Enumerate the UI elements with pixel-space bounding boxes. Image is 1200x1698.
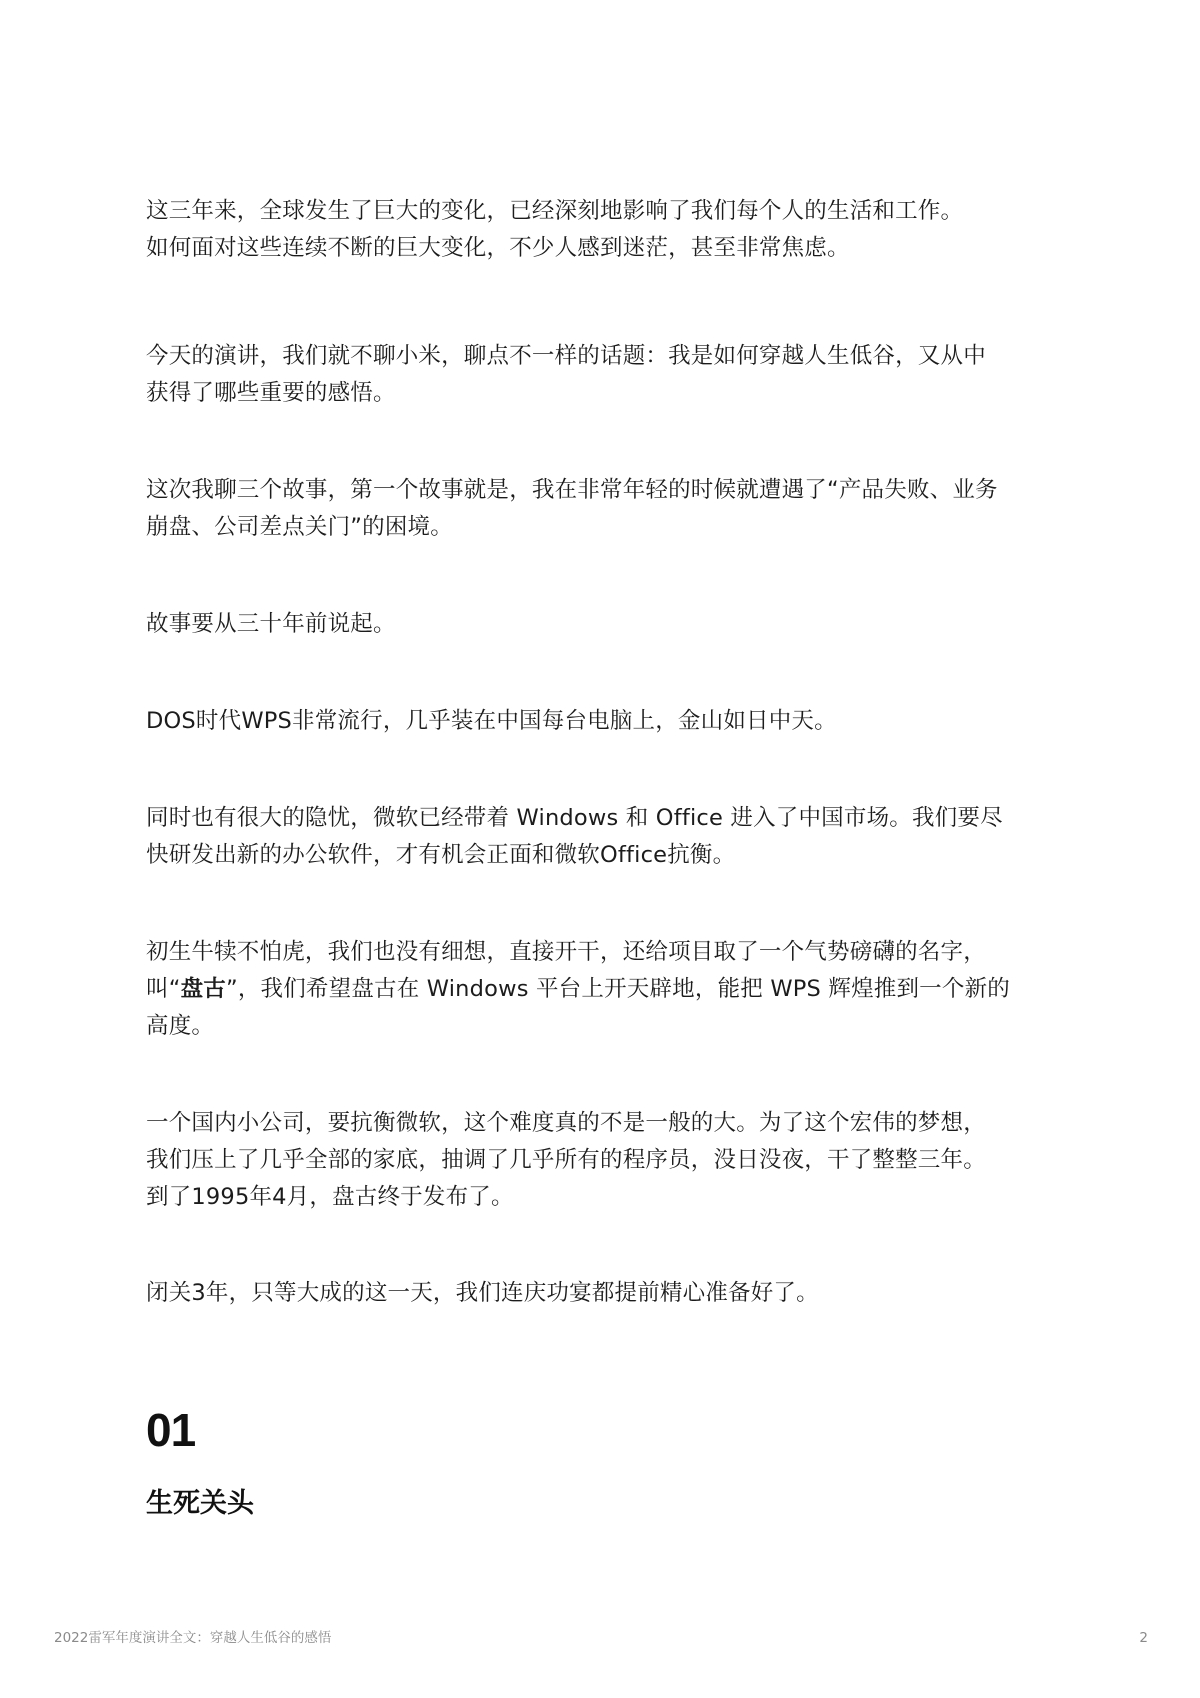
chapter-title: 生死关头 bbox=[146, 1488, 254, 1519]
paragraph-line bbox=[146, 971, 1076, 1008]
paragraph-line: 故事要从三十年前说起。 bbox=[146, 611, 396, 637]
paragraph-4 bbox=[146, 606, 1076, 643]
paragraph-line: 获得了哪些重要的感悟。 bbox=[146, 380, 396, 406]
paragraph-line: 这三年来，全球发生了巨大的变化，已经深刻地影响了我们每个人的生活和工作。 bbox=[146, 198, 964, 224]
paragraph-line: 初生牛犊不怕虎，我们也没有细想，直接开干，还给项目取了一个气势磅礴的名字， bbox=[146, 939, 986, 965]
paragraph-line: 今天的演讲，我们就不聊小米，聊点不一样的话题：我是如何穿越人生低谷，又从中 bbox=[146, 343, 986, 369]
paragraph-line: 同时也有很大的隐忧，微软已经带着 Windows 和 Office 进入了中国市场。我们要尽 bbox=[146, 805, 1003, 831]
paragraph-line: 这次我聊三个故事，第一个故事就是，我在非常年轻的时候就遭遇了“产品失败、业务 bbox=[146, 477, 998, 503]
footer-document-title: 2022雷军年度演讲全文：穿越人生低谷的感悟 bbox=[54, 1630, 332, 1646]
paragraph-line: 如何面对这些连续不断的巨大变化，不少人感到迷茫，甚至非常焦虑。 bbox=[146, 235, 850, 261]
chapter-number: 01 bbox=[146, 1404, 196, 1456]
paragraph-1 bbox=[146, 193, 1076, 267]
paragraph-line: 闭关3年，只等大成的这一天，我们连庆功宴都提前精心准备好了。 bbox=[146, 1280, 819, 1306]
paragraph-line: 到了1995年4月，盘古终于发布了。 bbox=[146, 1184, 514, 1210]
footer-page-number: 2 bbox=[1139, 1630, 1148, 1646]
paragraph-2 bbox=[146, 338, 1076, 412]
quote-open: 叫“ bbox=[146, 976, 181, 1002]
paragraph-5 bbox=[146, 703, 1076, 740]
paragraph-line: 一个国内小公司，要抗衡微软，这个难度真的不是一般的大。为了这个宏伟的梦想， bbox=[146, 1110, 986, 1136]
paragraph-line: 崩盘、公司差点关门”的困境。 bbox=[146, 514, 453, 540]
paragraph-line: 高度。 bbox=[146, 1013, 215, 1039]
paragraph-9 bbox=[146, 1275, 1076, 1312]
paragraph-6 bbox=[146, 800, 1076, 874]
paragraph-7 bbox=[146, 934, 1076, 1045]
paragraph-line: DOS时代WPS非常流行，几乎装在中国每台电脑上，金山如日中天。 bbox=[146, 708, 837, 734]
project-name-bold: 盘古 bbox=[180, 976, 226, 1002]
paragraph-line: 快研发出新的办公软件，才有机会正面和微软Office抗衡。 bbox=[146, 842, 736, 868]
paragraph-line: 我们压上了几乎全部的家底，抽调了几乎所有的程序员，没日没夜，干了整整三年。 bbox=[146, 1147, 986, 1173]
paragraph-3 bbox=[146, 472, 1076, 546]
paragraph-8 bbox=[146, 1105, 1076, 1216]
quote-rest: ”，我们希望盘古在 Windows 平台上开天辟地，能把 WPS 辉煌推到一个新的 bbox=[225, 976, 1010, 1002]
